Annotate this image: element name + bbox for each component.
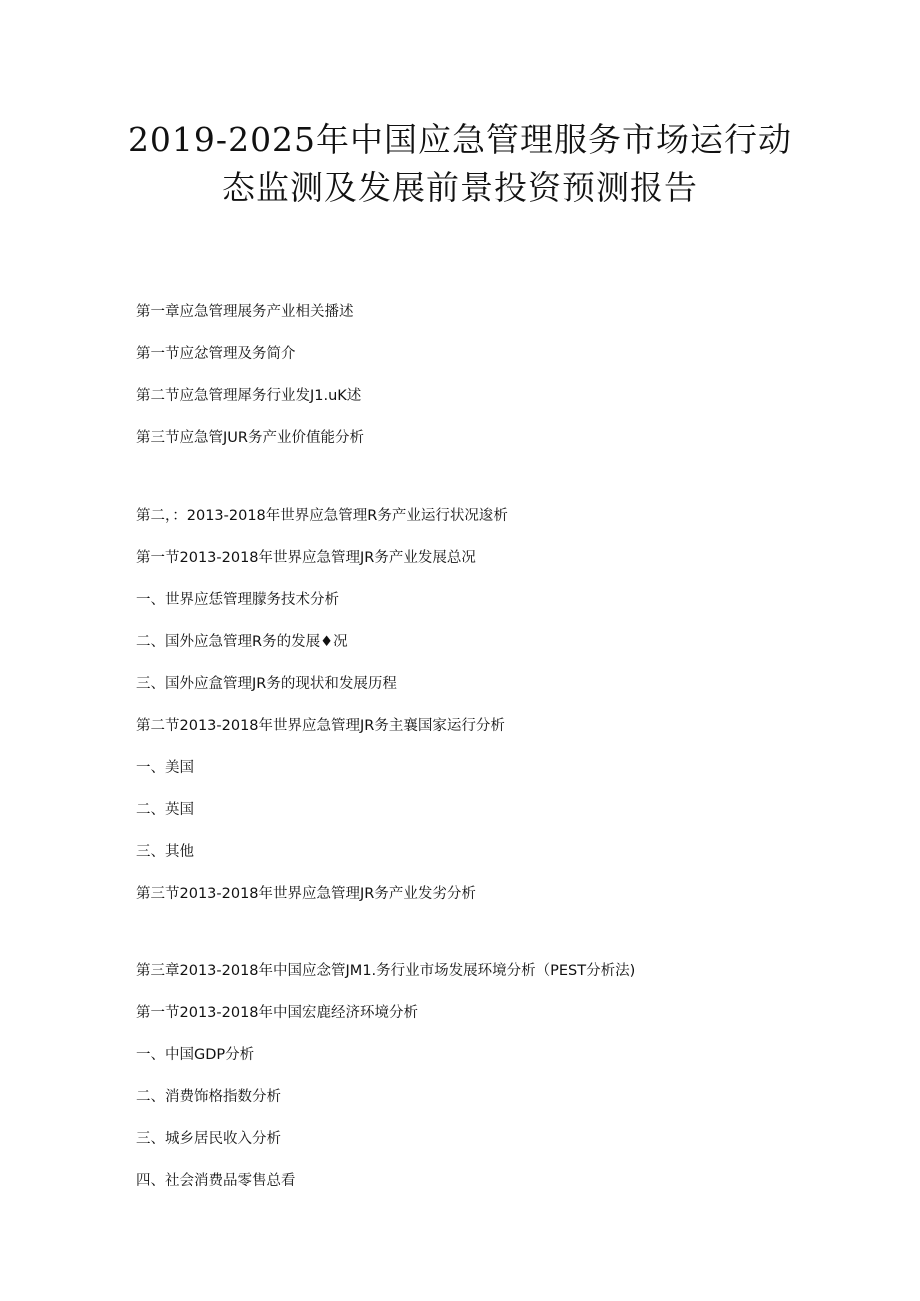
toc-chapter-heading: 第一章应急管理展务产业相关播述 bbox=[136, 304, 354, 320]
document-title-line-1: 2019-2025年中国应急管理服务市场运行动 bbox=[127, 120, 793, 159]
toc-subsection-item: 一、世界应恁管理朦务技术分析 bbox=[136, 592, 339, 608]
toc-section-item: 第二节应急管理犀务行业发J1.uK述 bbox=[136, 388, 362, 404]
toc-subsection-item: 二、消费饰格指数分析 bbox=[136, 1089, 281, 1105]
toc-section-item: 第二节2013-2018年世界应急管理JR务主襄国家运行分析 bbox=[136, 718, 505, 734]
toc-section-item: 第三节应急管JUR务产业价值能分析 bbox=[136, 430, 364, 446]
toc-subsection-item: 四、社会消费品零售总看 bbox=[136, 1173, 296, 1189]
toc-section-item: 第一节2013-2018年中国宏鹿经济环境分析 bbox=[136, 1005, 419, 1021]
toc-subsection-item: 二、英国 bbox=[136, 802, 194, 818]
toc-section-item: 第一节2013-2018年世界应急管理JR务产业发展总况 bbox=[136, 550, 476, 566]
toc-subsection-item: 三、城乡居民收入分析 bbox=[136, 1131, 281, 1147]
toc-subsection-item: 二、国外应急管理R务的发展♦况 bbox=[136, 634, 348, 650]
toc-chapter-heading: 第三章2013-2018年中国应念管JM1.务行业市场发展环境分析（PEST分析法) bbox=[136, 963, 636, 979]
toc-section-item: 第一节应忿管理及务简介 bbox=[136, 346, 296, 362]
toc-subsection-item: 一、美国 bbox=[136, 760, 194, 776]
toc-subsection-item: 三、其他 bbox=[136, 844, 194, 860]
toc-subsection-item: 一、中国GDP分析 bbox=[136, 1047, 255, 1063]
document-title-line-2: 态监测及发展前景投资预测报告 bbox=[222, 168, 698, 207]
toc-section-item: 第三节2013-2018年世界应急管理JR务产业发劣分析 bbox=[136, 886, 476, 902]
toc-chapter-heading: 第二，：2013-2018年世界应急管理R务产业运行状况逡析 bbox=[136, 508, 508, 524]
toc-subsection-item: 三、国外应盒管理JR务的现状和发展历程 bbox=[136, 676, 397, 692]
